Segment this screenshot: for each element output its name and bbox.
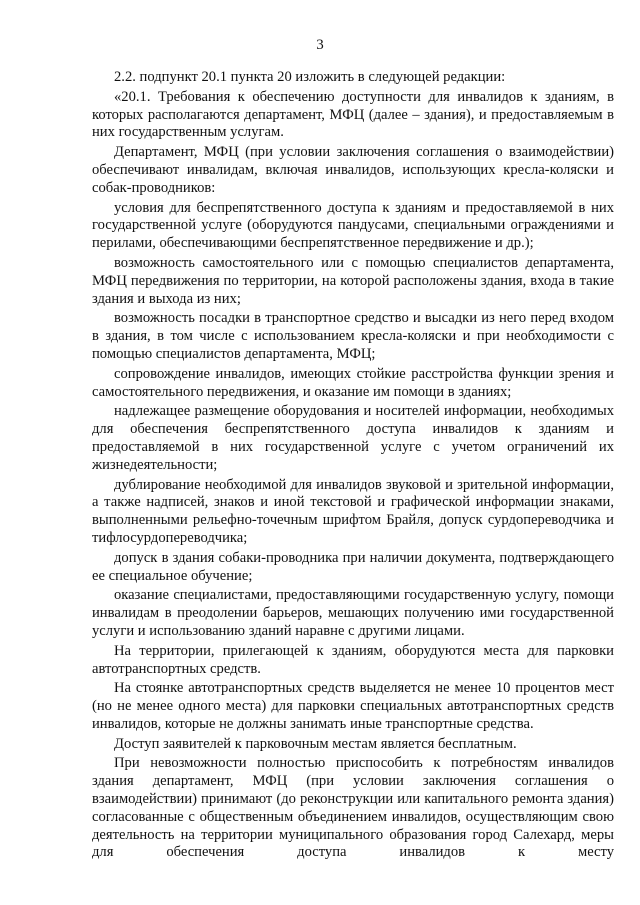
document-body — [92, 69, 614, 864]
paragraph-parking-free: Доступ заявителей к парковочным местам является бесплатным. — [114, 735, 517, 752]
paragraph-parking-territory: На территории, прилегающей к зданиям, оборудуются места для парковки автотранспортных средств. — [92, 642, 614, 677]
list-item-escort: сопровождение инвалидов, имеющих стойкие расстройства функции зрения и самостоятельного передвижения, и оказание им помощи в зданиях; — [92, 365, 614, 400]
list-item-transport-boarding: возможность посадки в транспортное средство и высадки из него перед входом в здания, в том числе с использованием кресла-коляски и при необходимости с помощью специалистов департамента, МФЦ; — [92, 310, 614, 362]
list-item-access-conditions: условия для беспрепятственного доступа к зданиям и предоставляемой в них государственной услуге (оборудуются пандусами, специальными ограждениями и перилами, обеспечивающими беспрепятственное передвижение и др.); — [92, 199, 614, 252]
list-item-specialist-help: оказание специалистами, предоставляющими государственную услугу, помощи инвалидам в преодолении барьеров, мешающих получению ими государственной услуги и использованию зданий наравне с другими лицами. — [92, 587, 614, 639]
list-item-duplication: дублирование необходимой для инвалидов звуковой и зрительной информации, а также надписей, знаков и иной текстовой и графической информации знаками, выполненными рельефно-точечным шрифтом Брайля, допуск сурдопереводчика и тифлосурдопереводчика; — [92, 476, 614, 546]
list-item-movement: возможность самостоятельного или с помощью специалистов департамента, МФЦ передвижения по территории, на которой расположены здания, входа в такие здания и выхода из них; — [92, 254, 614, 307]
list-item-guide-dog: допуск в здания собаки-проводника при наличии документа, подтверждающего ее специальное обучение; — [92, 549, 614, 584]
page-number: 3 — [316, 37, 324, 53]
paragraph-20-1-requirements: «20.1. Требования к обеспечению доступности для инвалидов к зданиям, в которых располагаются департамент, МФЦ (далее – здания), и предоставляемым в них государственным услугам. — [92, 88, 614, 141]
list-item-equipment-placement: надлежащее размещение оборудования и носителей информации, необходимых для обеспечения беспрепятственного доступа инвалидов к зданиям и предоставляемой в них государственной услуге с учетом ограничений их жизнедеятельности; — [92, 403, 614, 473]
paragraph-parking-quota: На стоянке автотранспортных средств выделяется не менее 10 процентов мест (но не менее одного места) для парковки специальных автотранспортных средств инвалидов, которые не должны занимать иные транспортные средства. — [92, 680, 614, 732]
paragraph-amendment-intro: 2.2. подпункт 20.1 пункта 20 изложить в следующей редакции: — [114, 69, 506, 85]
paragraph-department-obligations: Департамент, МФЦ (при условии заключения соглашения о взаимодействии) обеспечивают инвалидам, включая инвалидов, использующих кресла-коляски и собак-проводников: — [92, 144, 614, 196]
paragraph-adaptation-measures: При невозможности полностью приспособить к потребностям инвалидов здания департамент, МФЦ (при условии заключения соглашения о взаимодействии) принимают (до реконструкции или капитального ремонта здания) согласованные с общественным объединением инвалидов, осуществляющим свою деятельность на территории муниципального образования город Салехард, меры для обеспечения доступа инвалидов к месту — [92, 755, 614, 861]
